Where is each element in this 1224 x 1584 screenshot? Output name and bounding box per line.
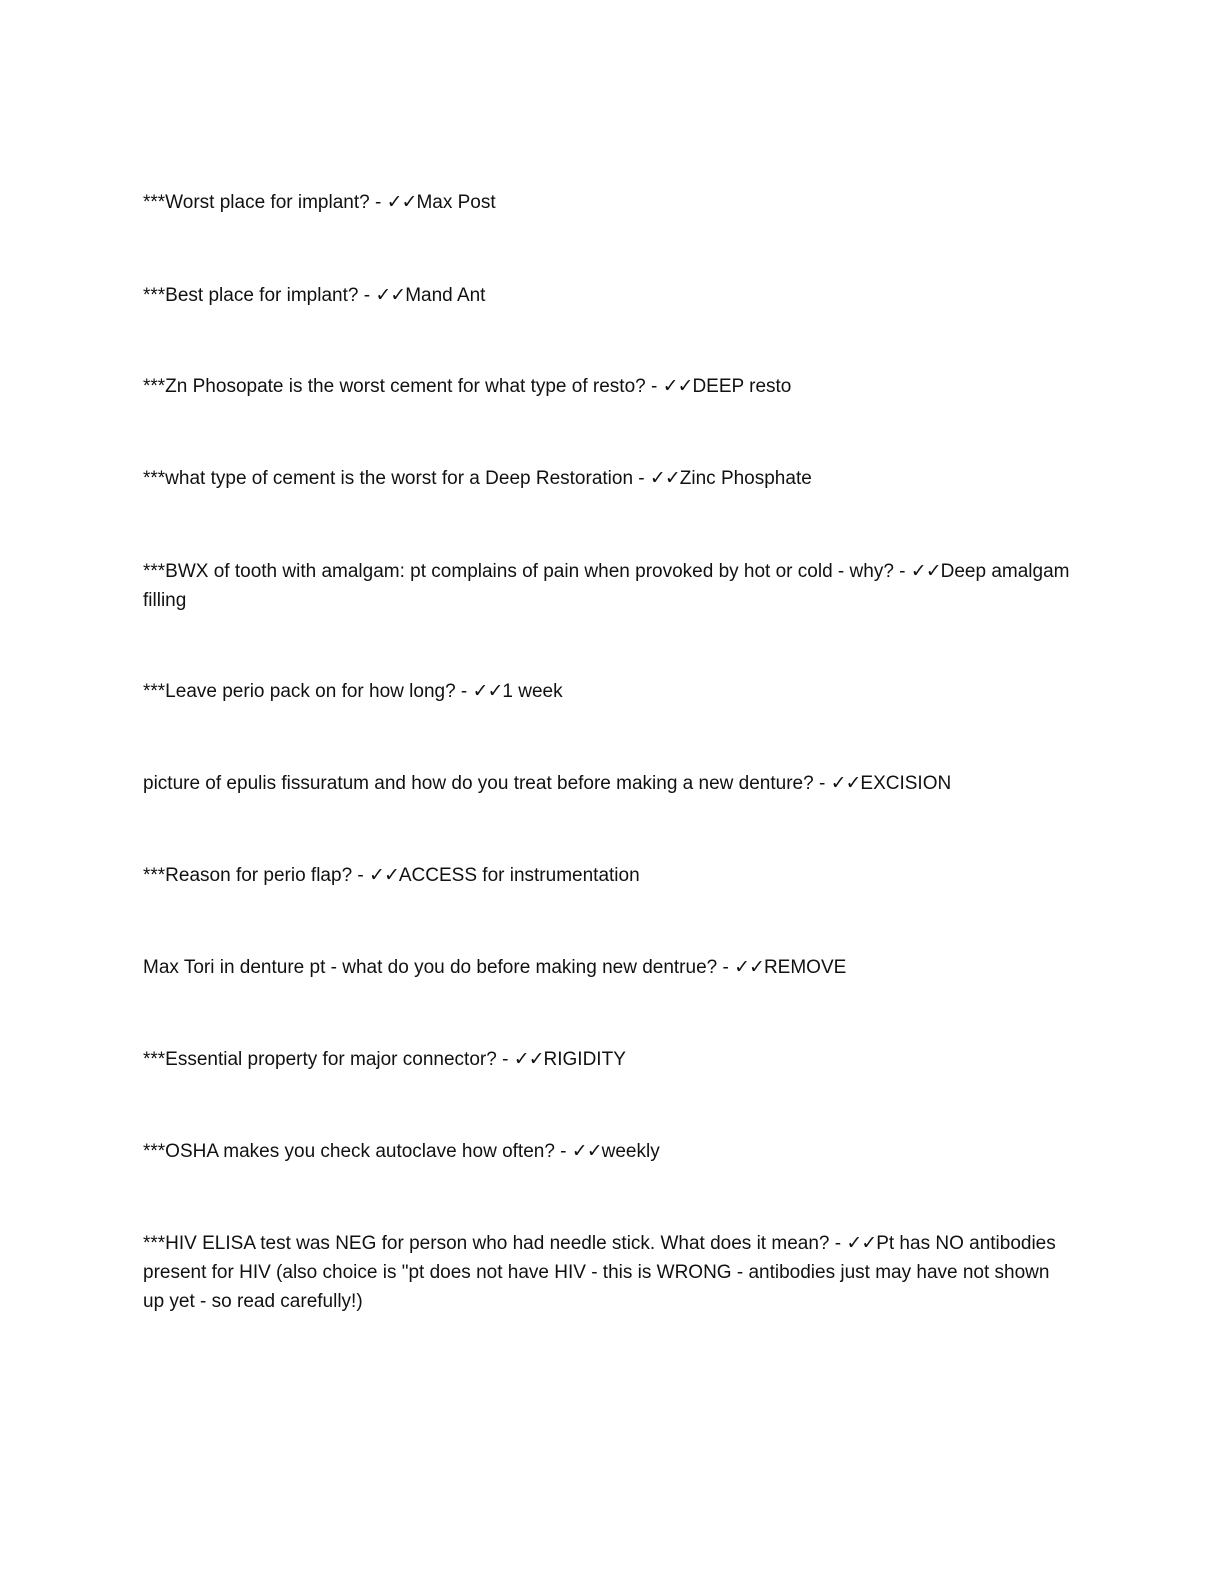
question-text: ***Best place for implant? [143,285,359,306]
qa-item [143,372,1073,401]
double-check-icon: ✓✓ [846,1232,877,1254]
separator: - [829,1233,847,1254]
question-text: ***what type of cement is the worst for a Deep Restoration [143,468,634,489]
double-check-icon: ✓✓ [375,284,406,306]
double-check-icon: ✓✓ [649,467,680,489]
separator: - [358,285,376,306]
question-text: ***Essential property for major connector? [143,1049,497,1070]
separator: - [369,192,387,213]
qa-item [143,1229,1073,1316]
question-text: ***BWX of tooth with amalgam: pt complains of pain when provoked by hot or cold - why? [143,561,894,582]
double-check-icon: ✓✓ [571,1140,602,1162]
double-check-icon: ✓✓ [472,680,503,702]
answer-text: DEEP resto [692,376,792,397]
separator: - [813,773,831,794]
double-check-icon: ✓✓ [513,1048,544,1070]
question-text: ***Leave perio pack on for how long? [143,681,456,702]
answer-text: weekly [601,1141,660,1162]
double-check-icon: ✓✓ [369,864,399,886]
answer-text: Max Post [416,192,496,213]
qa-item [143,1137,1073,1166]
double-check-icon: ✓✓ [662,375,693,397]
answer-text: Pt has NO antibodies present for HIV (also choice is "pt does not have HIV - this is WRONG - antibodies just may have not shown up yet - so read carefully!) [143,1233,1056,1312]
separator: - [633,468,650,489]
answer-text: Deep amalgam filling [143,561,1070,611]
double-check-icon: ✓✓ [910,560,941,582]
answer-text: Zinc Phosphate [679,468,812,489]
separator: - [455,681,473,702]
question-text: ***Reason for perio flap? [143,865,353,886]
qa-item [143,188,1073,217]
answer-text: Mand Ant [405,285,486,306]
separator: - [645,376,663,397]
question-text: picture of epulis fissuratum and how do you treat before making a new denture? [143,773,814,794]
answer-text: RIGIDITY [543,1049,626,1070]
qa-item [143,464,1073,493]
qa-item [143,953,1073,982]
answer-text: 1 week [502,681,563,702]
qa-item [143,1045,1073,1074]
double-check-icon: ✓✓ [830,772,861,794]
question-text: ***Zn Phosopate is the worst cement for what type of resto? [143,376,646,397]
answer-text: EXCISION [860,773,952,794]
separator: - [554,1141,572,1162]
answer-text: ACCESS for instrumentation [398,865,640,886]
qa-item [143,861,1073,890]
qa-item [143,281,1073,310]
separator: - [496,1049,514,1070]
separator: - [717,957,735,978]
question-text: ***Worst place for implant? [143,192,370,213]
question-text: Max Tori in denture pt - what do you do before making new dentrue? [143,957,718,978]
double-check-icon: ✓✓ [734,956,764,978]
question-text: ***HIV ELISA test was NEG for person who had needle stick. What does it mean? [143,1233,830,1254]
qa-item [143,769,1073,798]
separator: - [893,561,911,582]
separator: - [352,865,370,886]
qa-item [143,557,1073,615]
double-check-icon: ✓✓ [386,191,417,213]
question-text: ***OSHA makes you check autoclave how often? [143,1141,555,1162]
qa-item [143,677,1073,706]
answer-text: REMOVE [763,957,847,978]
